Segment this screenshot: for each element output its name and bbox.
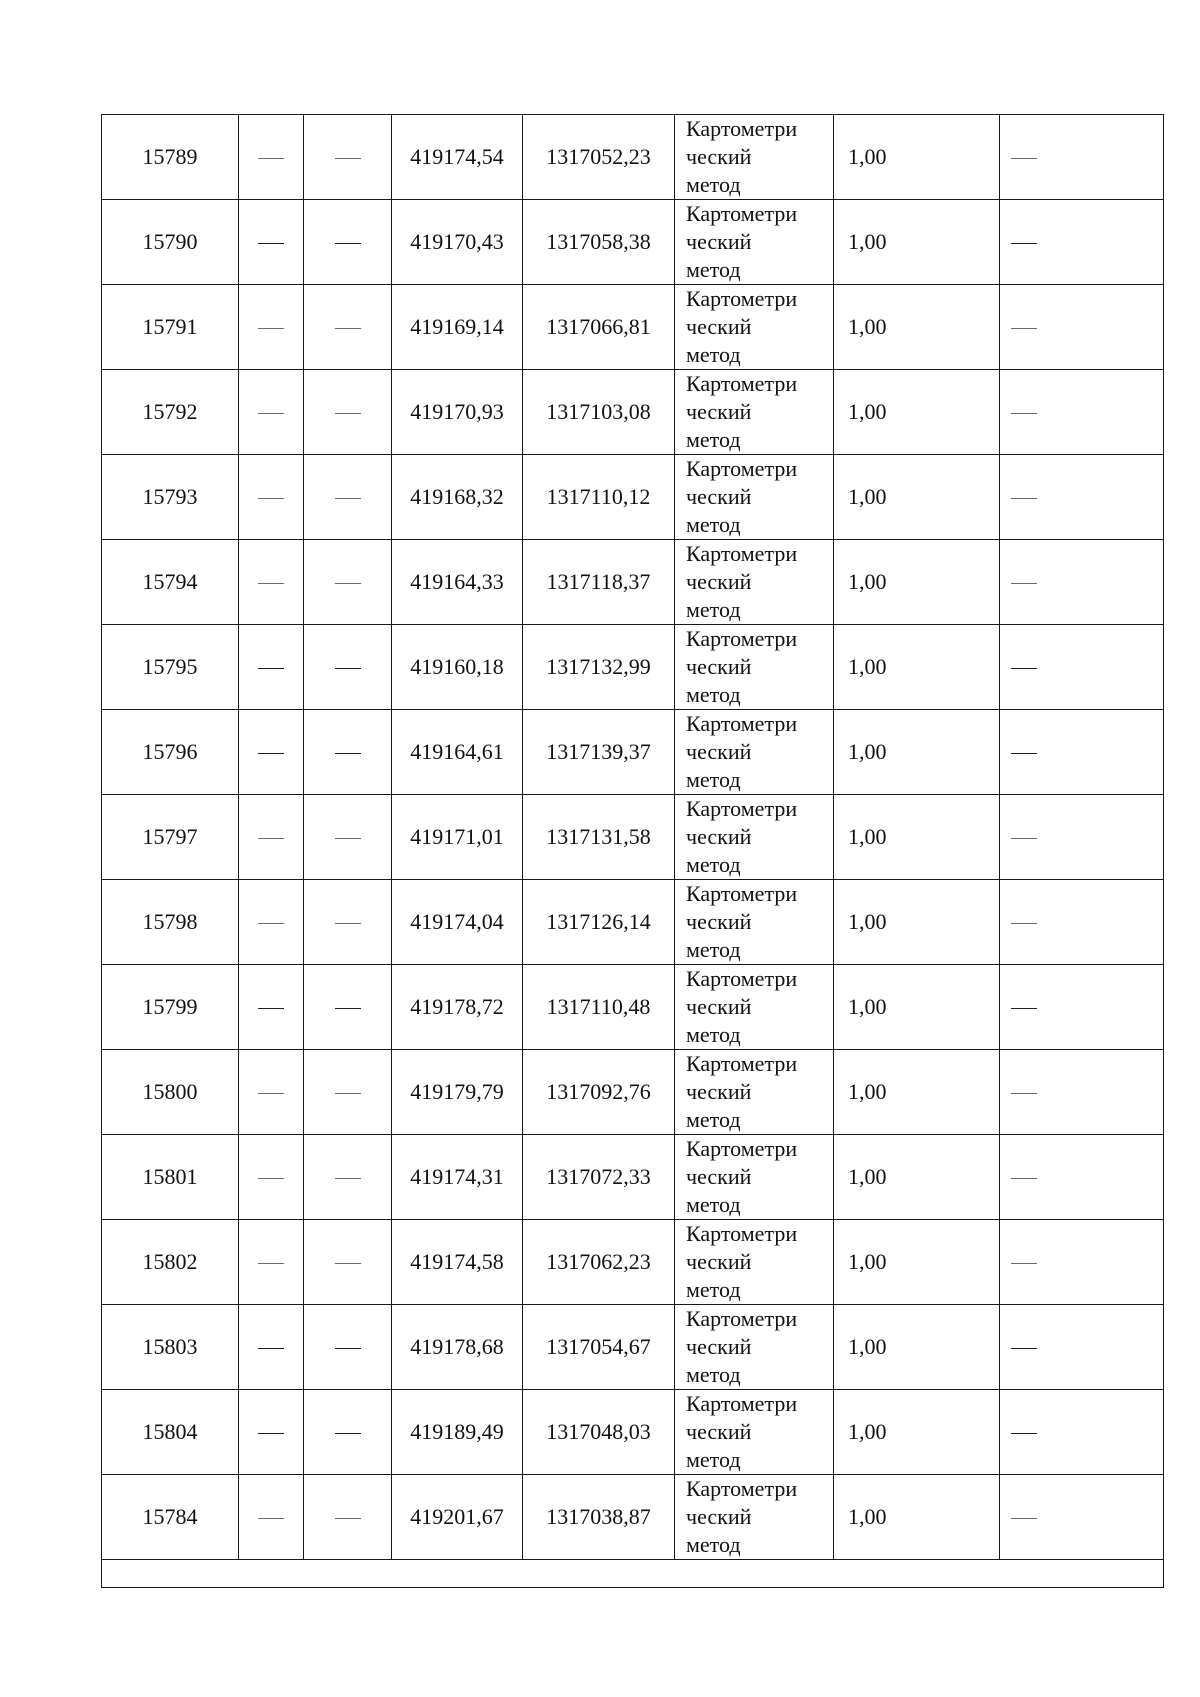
x-coordinate-cell bbox=[392, 625, 523, 710]
x-coordinate-cell-text: 419160,18 bbox=[410, 654, 504, 679]
x-coordinate-cell-text: 419189,49 bbox=[410, 1419, 504, 1444]
dash-mark bbox=[335, 498, 361, 499]
x-coordinate-cell-text: 419179,79 bbox=[410, 1079, 504, 1104]
y-coordinate-cell bbox=[523, 965, 675, 1050]
dash-mark bbox=[335, 328, 361, 329]
precision-cell-text: 1,00 bbox=[848, 1334, 887, 1359]
table-footer-row bbox=[101, 1560, 1164, 1588]
y-coordinate-cell-text: 1317131,58 bbox=[546, 824, 651, 849]
description-cell bbox=[1000, 455, 1164, 540]
empty-y-cell bbox=[304, 285, 392, 370]
y-coordinate-cell-text: 1317048,03 bbox=[546, 1419, 651, 1444]
precision-cell bbox=[834, 1475, 1000, 1560]
y-coordinate-cell bbox=[523, 1475, 675, 1560]
method-cell-text: Картометри ческий метод bbox=[686, 1221, 798, 1302]
method-cell-text: Картометри ческий метод bbox=[686, 711, 798, 792]
description-cell bbox=[1000, 540, 1164, 625]
dash-mark bbox=[335, 243, 361, 244]
dash-mark bbox=[258, 668, 284, 669]
empty-y-cell bbox=[304, 1135, 392, 1220]
description-cell bbox=[1000, 200, 1164, 285]
y-coordinate-cell bbox=[523, 115, 675, 200]
table-row bbox=[102, 1390, 1164, 1475]
table-row bbox=[102, 880, 1164, 965]
dash-mark bbox=[258, 1348, 284, 1349]
method-cell bbox=[675, 455, 834, 540]
description-cell bbox=[1000, 370, 1164, 455]
dash-mark bbox=[335, 158, 361, 159]
dash-mark bbox=[258, 413, 284, 414]
method-cell-text: Картометри ческий метод bbox=[686, 966, 798, 1047]
empty-x-cell bbox=[239, 540, 304, 625]
x-coordinate-cell-text: 419170,43 bbox=[410, 229, 504, 254]
dash-mark bbox=[335, 1348, 361, 1349]
x-coordinate-cell bbox=[392, 1220, 523, 1305]
method-cell-text: Картометри ческий метод bbox=[686, 371, 798, 452]
method-cell bbox=[675, 1390, 834, 1475]
precision-cell bbox=[834, 285, 1000, 370]
x-coordinate-cell-text: 419178,72 bbox=[410, 994, 504, 1019]
table-row bbox=[102, 625, 1164, 710]
y-coordinate-cell bbox=[523, 1305, 675, 1390]
precision-cell bbox=[834, 965, 1000, 1050]
empty-x-cell bbox=[239, 285, 304, 370]
y-coordinate-cell bbox=[523, 455, 675, 540]
dash-mark bbox=[258, 1263, 284, 1264]
empty-x-cell bbox=[239, 455, 304, 540]
description-cell bbox=[1000, 115, 1164, 200]
precision-cell-text: 1,00 bbox=[848, 484, 887, 509]
empty-x-cell bbox=[239, 795, 304, 880]
point-number-cell-text: 15797 bbox=[142, 824, 198, 849]
dash-mark bbox=[335, 668, 361, 669]
empty-y-cell bbox=[304, 1305, 392, 1390]
dash-mark bbox=[258, 1518, 284, 1519]
x-coordinate-cell bbox=[392, 370, 523, 455]
y-coordinate-cell bbox=[523, 200, 675, 285]
method-cell bbox=[675, 625, 834, 710]
y-coordinate-cell-text: 1317066,81 bbox=[546, 314, 651, 339]
precision-cell-text: 1,00 bbox=[848, 144, 887, 169]
precision-cell bbox=[834, 880, 1000, 965]
dash-mark bbox=[1011, 413, 1037, 414]
dash-mark bbox=[258, 243, 284, 244]
point-number-cell-text: 15802 bbox=[142, 1249, 198, 1274]
dash-mark bbox=[335, 1178, 361, 1179]
dash-mark bbox=[1011, 1178, 1037, 1179]
table-row bbox=[102, 710, 1164, 795]
point-number-cell-text: 15795 bbox=[142, 654, 198, 679]
empty-y-cell bbox=[304, 455, 392, 540]
table-body bbox=[102, 115, 1164, 1560]
description-cell bbox=[1000, 965, 1164, 1050]
method-cell bbox=[675, 1135, 834, 1220]
empty-x-cell bbox=[239, 1135, 304, 1220]
point-number-cell-text: 15796 bbox=[142, 739, 198, 764]
precision-cell bbox=[834, 200, 1000, 285]
dash-mark bbox=[1011, 753, 1037, 754]
empty-y-cell bbox=[304, 1050, 392, 1135]
y-coordinate-cell-text: 1317092,76 bbox=[546, 1079, 651, 1104]
dash-mark bbox=[335, 753, 361, 754]
point-number-cell bbox=[102, 285, 239, 370]
method-cell bbox=[675, 710, 834, 795]
table-row bbox=[102, 965, 1164, 1050]
precision-cell bbox=[834, 1220, 1000, 1305]
method-cell bbox=[675, 115, 834, 200]
method-cell bbox=[675, 285, 834, 370]
point-number-cell bbox=[102, 200, 239, 285]
x-coordinate-cell-text: 419174,58 bbox=[410, 1249, 504, 1274]
x-coordinate-cell bbox=[392, 710, 523, 795]
point-number-cell-text: 15789 bbox=[142, 144, 198, 169]
y-coordinate-cell bbox=[523, 710, 675, 795]
y-coordinate-cell-text: 1317110,12 bbox=[546, 484, 651, 509]
empty-y-cell bbox=[304, 200, 392, 285]
point-number-cell bbox=[102, 1135, 239, 1220]
dash-mark bbox=[258, 1008, 284, 1009]
dash-mark bbox=[1011, 1008, 1037, 1009]
y-coordinate-cell-text: 1317062,23 bbox=[546, 1249, 651, 1274]
precision-cell bbox=[834, 1390, 1000, 1475]
point-number-cell bbox=[102, 880, 239, 965]
empty-x-cell bbox=[239, 1220, 304, 1305]
method-cell-text: Картометри ческий метод bbox=[686, 881, 798, 962]
coordinates-table bbox=[101, 114, 1164, 1560]
empty-x-cell bbox=[239, 710, 304, 795]
x-coordinate-cell-text: 419164,61 bbox=[410, 739, 504, 764]
point-number-cell bbox=[102, 370, 239, 455]
y-coordinate-cell-text: 1317126,14 bbox=[546, 909, 651, 934]
point-number-cell-text: 15803 bbox=[142, 1334, 198, 1359]
point-number-cell bbox=[102, 540, 239, 625]
precision-cell bbox=[834, 795, 1000, 880]
point-number-cell bbox=[102, 965, 239, 1050]
precision-cell bbox=[834, 710, 1000, 795]
dash-mark bbox=[258, 583, 284, 584]
dash-mark bbox=[335, 1093, 361, 1094]
y-coordinate-cell bbox=[523, 370, 675, 455]
y-coordinate-cell bbox=[523, 880, 675, 965]
dash-mark bbox=[335, 838, 361, 839]
table-row bbox=[102, 200, 1164, 285]
precision-cell bbox=[834, 115, 1000, 200]
empty-y-cell bbox=[304, 965, 392, 1050]
dash-mark bbox=[1011, 158, 1037, 159]
method-cell bbox=[675, 965, 834, 1050]
dash-mark bbox=[258, 158, 284, 159]
y-coordinate-cell-text: 1317054,67 bbox=[546, 1334, 651, 1359]
x-coordinate-cell-text: 419178,68 bbox=[410, 1334, 504, 1359]
precision-cell-text: 1,00 bbox=[848, 1249, 887, 1274]
point-number-cell-text: 15798 bbox=[142, 909, 198, 934]
dash-mark bbox=[335, 1518, 361, 1519]
x-coordinate-cell bbox=[392, 200, 523, 285]
empty-y-cell bbox=[304, 1475, 392, 1560]
dash-mark bbox=[1011, 923, 1037, 924]
precision-cell-text: 1,00 bbox=[848, 824, 887, 849]
precision-cell-text: 1,00 bbox=[848, 1164, 887, 1189]
point-number-cell bbox=[102, 1390, 239, 1475]
dash-mark bbox=[1011, 583, 1037, 584]
dash-mark bbox=[1011, 1348, 1037, 1349]
point-number-cell bbox=[102, 455, 239, 540]
point-number-cell-text: 15790 bbox=[142, 229, 198, 254]
dash-mark bbox=[1011, 1093, 1037, 1094]
table-row bbox=[102, 795, 1164, 880]
y-coordinate-cell-text: 1317103,08 bbox=[546, 399, 651, 424]
point-number-cell bbox=[102, 625, 239, 710]
x-coordinate-cell-text: 419201,67 bbox=[410, 1504, 504, 1529]
precision-cell bbox=[834, 1305, 1000, 1390]
description-cell bbox=[1000, 710, 1164, 795]
point-number-cell-text: 15791 bbox=[142, 314, 198, 339]
precision-cell-text: 1,00 bbox=[848, 654, 887, 679]
precision-cell-text: 1,00 bbox=[848, 1079, 887, 1104]
precision-cell-text: 1,00 bbox=[848, 229, 887, 254]
x-coordinate-cell bbox=[392, 540, 523, 625]
precision-cell bbox=[834, 540, 1000, 625]
empty-x-cell bbox=[239, 965, 304, 1050]
dash-mark bbox=[1011, 838, 1037, 839]
y-coordinate-cell bbox=[523, 795, 675, 880]
dash-mark bbox=[335, 1263, 361, 1264]
empty-x-cell bbox=[239, 115, 304, 200]
x-coordinate-cell bbox=[392, 1305, 523, 1390]
description-cell bbox=[1000, 1390, 1164, 1475]
method-cell-text: Картометри ческий метод bbox=[686, 1391, 798, 1472]
precision-cell-text: 1,00 bbox=[848, 569, 887, 594]
table-row bbox=[102, 540, 1164, 625]
method-cell bbox=[675, 540, 834, 625]
description-cell bbox=[1000, 1135, 1164, 1220]
method-cell-text: Картометри ческий метод bbox=[686, 541, 798, 622]
dash-mark bbox=[335, 1433, 361, 1434]
empty-x-cell bbox=[239, 1475, 304, 1560]
description-cell bbox=[1000, 1050, 1164, 1135]
dash-mark bbox=[335, 583, 361, 584]
point-number-cell-text: 15799 bbox=[142, 994, 198, 1019]
point-number-cell bbox=[102, 115, 239, 200]
table-row bbox=[102, 285, 1164, 370]
method-cell bbox=[675, 1475, 834, 1560]
y-coordinate-cell bbox=[523, 625, 675, 710]
empty-y-cell bbox=[304, 1390, 392, 1475]
method-cell-text: Картометри ческий метод bbox=[686, 626, 798, 707]
method-cell-text: Картометри ческий метод bbox=[686, 286, 798, 367]
x-coordinate-cell bbox=[392, 795, 523, 880]
dash-mark bbox=[258, 753, 284, 754]
empty-x-cell bbox=[239, 1390, 304, 1475]
empty-x-cell bbox=[239, 880, 304, 965]
y-coordinate-cell-text: 1317139,37 bbox=[546, 739, 651, 764]
dash-mark bbox=[258, 1433, 284, 1434]
x-coordinate-cell bbox=[392, 1475, 523, 1560]
x-coordinate-cell bbox=[392, 965, 523, 1050]
method-cell-text: Картометри ческий метод bbox=[686, 201, 798, 282]
table-row bbox=[102, 1475, 1164, 1560]
empty-y-cell bbox=[304, 370, 392, 455]
empty-y-cell bbox=[304, 540, 392, 625]
dash-mark bbox=[258, 328, 284, 329]
x-coordinate-cell-text: 419171,01 bbox=[410, 824, 504, 849]
dash-mark bbox=[1011, 243, 1037, 244]
dash-mark bbox=[1011, 328, 1037, 329]
x-coordinate-cell bbox=[392, 1135, 523, 1220]
description-cell bbox=[1000, 625, 1164, 710]
empty-y-cell bbox=[304, 625, 392, 710]
x-coordinate-cell-text: 419174,04 bbox=[410, 909, 504, 934]
x-coordinate-cell-text: 419168,32 bbox=[410, 484, 504, 509]
precision-cell-text: 1,00 bbox=[848, 994, 887, 1019]
point-number-cell bbox=[102, 1305, 239, 1390]
x-coordinate-cell-text: 419174,54 bbox=[410, 144, 504, 169]
x-coordinate-cell-text: 419170,93 bbox=[410, 399, 504, 424]
point-number-cell-text: 15794 bbox=[142, 569, 198, 594]
dash-mark bbox=[335, 923, 361, 924]
empty-y-cell bbox=[304, 115, 392, 200]
y-coordinate-cell-text: 1317118,37 bbox=[546, 569, 651, 594]
point-number-cell-text: 15804 bbox=[142, 1419, 198, 1444]
y-coordinate-cell-text: 1317052,23 bbox=[546, 144, 651, 169]
y-coordinate-cell-text: 1317038,87 bbox=[546, 1504, 651, 1529]
point-number-cell-text: 15784 bbox=[142, 1504, 198, 1529]
description-cell bbox=[1000, 1305, 1164, 1390]
dash-mark bbox=[335, 1008, 361, 1009]
description-cell bbox=[1000, 795, 1164, 880]
method-cell-text: Картометри ческий метод bbox=[686, 1136, 798, 1217]
point-number-cell-text: 15792 bbox=[142, 399, 198, 424]
precision-cell-text: 1,00 bbox=[848, 314, 887, 339]
point-number-cell bbox=[102, 1050, 239, 1135]
y-coordinate-cell-text: 1317058,38 bbox=[546, 229, 651, 254]
empty-y-cell bbox=[304, 710, 392, 795]
dash-mark bbox=[1011, 1263, 1037, 1264]
method-cell-text: Картометри ческий метод bbox=[686, 1051, 798, 1132]
table-row bbox=[102, 455, 1164, 540]
x-coordinate-cell-text: 419164,33 bbox=[410, 569, 504, 594]
method-cell-text: Картометри ческий метод bbox=[686, 1306, 798, 1387]
x-coordinate-cell-text: 419169,14 bbox=[410, 314, 504, 339]
dash-mark bbox=[1011, 1433, 1037, 1434]
precision-cell bbox=[834, 1050, 1000, 1135]
y-coordinate-cell bbox=[523, 285, 675, 370]
x-coordinate-cell bbox=[392, 1390, 523, 1475]
description-cell bbox=[1000, 285, 1164, 370]
x-coordinate-cell-text: 419174,31 bbox=[410, 1164, 504, 1189]
empty-y-cell bbox=[304, 1220, 392, 1305]
description-cell bbox=[1000, 1475, 1164, 1560]
empty-x-cell bbox=[239, 1305, 304, 1390]
table-row bbox=[102, 1220, 1164, 1305]
method-cell bbox=[675, 1220, 834, 1305]
point-number-cell bbox=[102, 795, 239, 880]
table-row bbox=[102, 1305, 1164, 1390]
method-cell bbox=[675, 1050, 834, 1135]
y-coordinate-cell-text: 1317132,99 bbox=[546, 654, 651, 679]
method-cell-text: Картометри ческий метод bbox=[686, 456, 798, 537]
method-cell bbox=[675, 1305, 834, 1390]
table-row bbox=[102, 1135, 1164, 1220]
table-row bbox=[102, 370, 1164, 455]
precision-cell bbox=[834, 370, 1000, 455]
dash-mark bbox=[1011, 668, 1037, 669]
method-cell bbox=[675, 370, 834, 455]
point-number-cell bbox=[102, 710, 239, 795]
y-coordinate-cell-text: 1317110,48 bbox=[546, 994, 651, 1019]
precision-cell-text: 1,00 bbox=[848, 1419, 887, 1444]
empty-y-cell bbox=[304, 880, 392, 965]
precision-cell-text: 1,00 bbox=[848, 909, 887, 934]
x-coordinate-cell bbox=[392, 285, 523, 370]
method-cell bbox=[675, 880, 834, 965]
point-number-cell bbox=[102, 1475, 239, 1560]
y-coordinate-cell bbox=[523, 1135, 675, 1220]
empty-x-cell bbox=[239, 625, 304, 710]
method-cell bbox=[675, 795, 834, 880]
table-row bbox=[102, 1050, 1164, 1135]
y-coordinate-cell bbox=[523, 1390, 675, 1475]
precision-cell bbox=[834, 625, 1000, 710]
method-cell-text: Картометри ческий метод bbox=[686, 796, 798, 877]
empty-y-cell bbox=[304, 795, 392, 880]
point-number-cell bbox=[102, 1220, 239, 1305]
x-coordinate-cell bbox=[392, 455, 523, 540]
y-coordinate-cell bbox=[523, 1050, 675, 1135]
empty-x-cell bbox=[239, 1050, 304, 1135]
method-cell bbox=[675, 200, 834, 285]
dash-mark bbox=[1011, 498, 1037, 499]
precision-cell bbox=[834, 1135, 1000, 1220]
x-coordinate-cell bbox=[392, 115, 523, 200]
empty-x-cell bbox=[239, 370, 304, 455]
precision-cell-text: 1,00 bbox=[848, 739, 887, 764]
y-coordinate-cell-text: 1317072,33 bbox=[546, 1164, 651, 1189]
x-coordinate-cell bbox=[392, 880, 523, 965]
empty-x-cell bbox=[239, 200, 304, 285]
y-coordinate-cell bbox=[523, 540, 675, 625]
x-coordinate-cell bbox=[392, 1050, 523, 1135]
point-number-cell-text: 15793 bbox=[142, 484, 198, 509]
dash-mark bbox=[258, 1178, 284, 1179]
point-number-cell-text: 15800 bbox=[142, 1079, 198, 1104]
method-cell-text: Картометри ческий метод bbox=[686, 116, 798, 197]
dash-mark bbox=[258, 838, 284, 839]
dash-mark bbox=[1011, 1518, 1037, 1519]
point-number-cell-text: 15801 bbox=[142, 1164, 198, 1189]
description-cell bbox=[1000, 880, 1164, 965]
precision-cell-text: 1,00 bbox=[848, 1504, 887, 1529]
dash-mark bbox=[258, 1093, 284, 1094]
y-coordinate-cell bbox=[523, 1220, 675, 1305]
dash-mark bbox=[258, 923, 284, 924]
precision-cell bbox=[834, 455, 1000, 540]
precision-cell-text: 1,00 bbox=[848, 399, 887, 424]
dash-mark bbox=[258, 498, 284, 499]
dash-mark bbox=[335, 413, 361, 414]
table-row bbox=[102, 115, 1164, 200]
description-cell bbox=[1000, 1220, 1164, 1305]
method-cell-text: Картометри ческий метод bbox=[686, 1476, 798, 1557]
